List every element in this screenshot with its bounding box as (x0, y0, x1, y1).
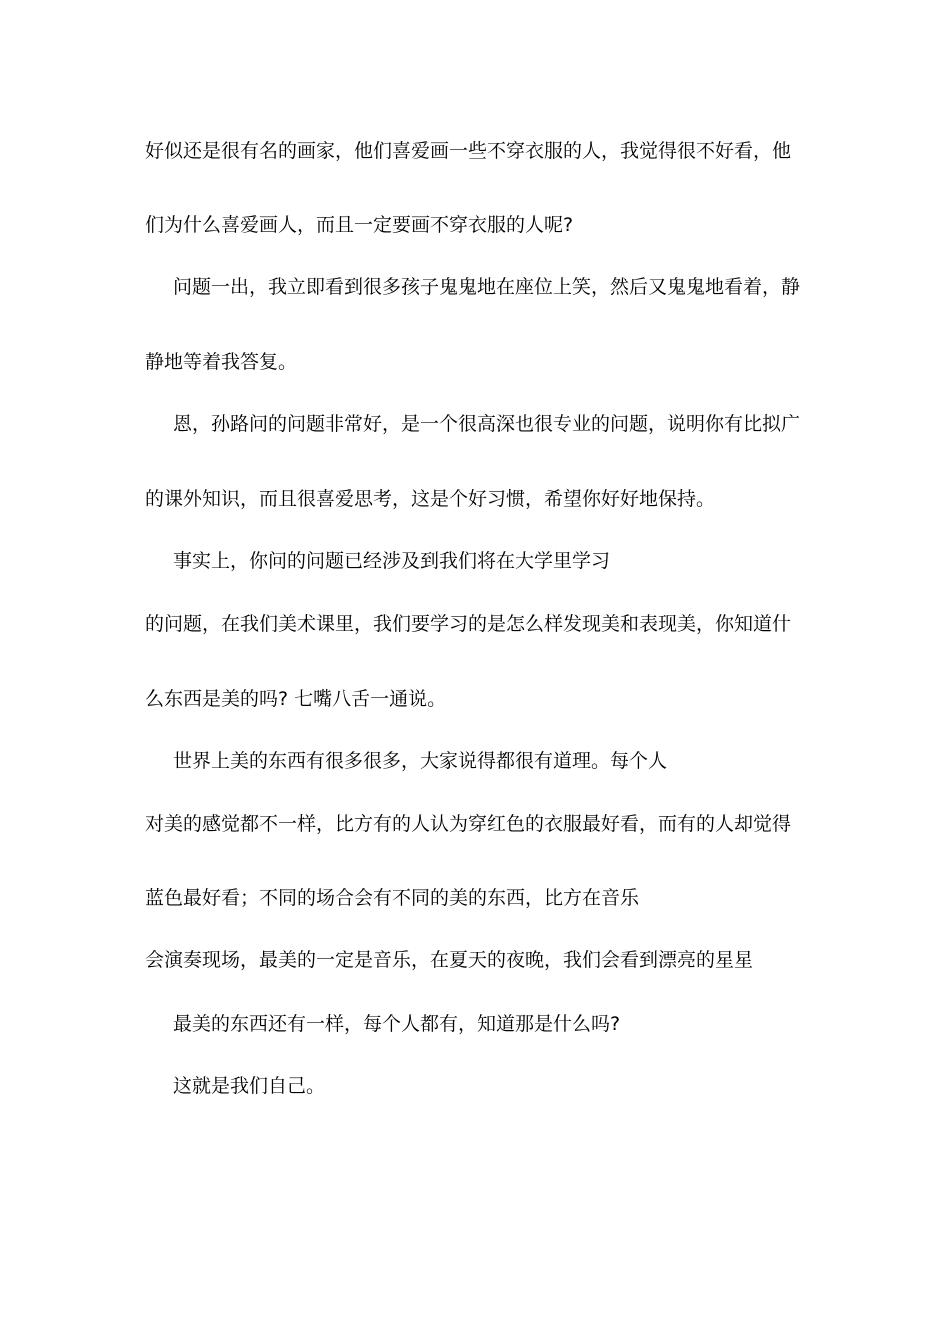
text-line: 么东西是美的吗? 七嘴八舌一通说。 (145, 688, 447, 710)
text-line: 蓝色最好看；不同的场合会有不同的美的东西，比方在音乐 (145, 887, 640, 909)
text-line: 这就是我们自己。 (173, 1075, 326, 1097)
text-line: 会演奏现场，最美的一定是音乐，在夏天的夜晚，我们会看到漂亮的星星 (145, 949, 754, 971)
text-line: 世界上美的东西有很多很多，大家说得都很有道理。每个人 (173, 750, 668, 772)
text-line: 的课外知识，而且很喜爱思考，这是个好习惯，希望你好好地保持。 (145, 488, 716, 510)
text-line: 事实上，你问的问题已经涉及到我们将在大学里学习 (173, 550, 611, 572)
text-line: 的问题，在我们美术课里，我们要学习的是怎么样发现美和表现美，你知道什 (145, 613, 792, 635)
text-line: 好似还是很有名的画家，他们喜爱画一些不穿衣服的人，我觉得很不好看，他 (145, 140, 792, 162)
text-line: 恩，孙路问的问题非常好，是一个很高深也很专业的问题，说明你有比拟广 (173, 413, 801, 435)
text-line: 对美的感觉都不一样，比方有的人认为穿红色的衣服最好看，而有的人却觉得 (145, 813, 792, 835)
text-line: 问题一出，我立即看到很多孩子鬼鬼地在座位上笑，然后又鬼鬼地看着，静 (173, 276, 801, 298)
text-line: 静地等着我答复。 (145, 351, 298, 373)
text-line: 最美的东西还有一样，每个人都有，知道那是什么吗? (173, 1013, 621, 1035)
text-line: 们为什么喜爱画人，而且一定要画不穿衣服的人呢? (145, 214, 574, 236)
